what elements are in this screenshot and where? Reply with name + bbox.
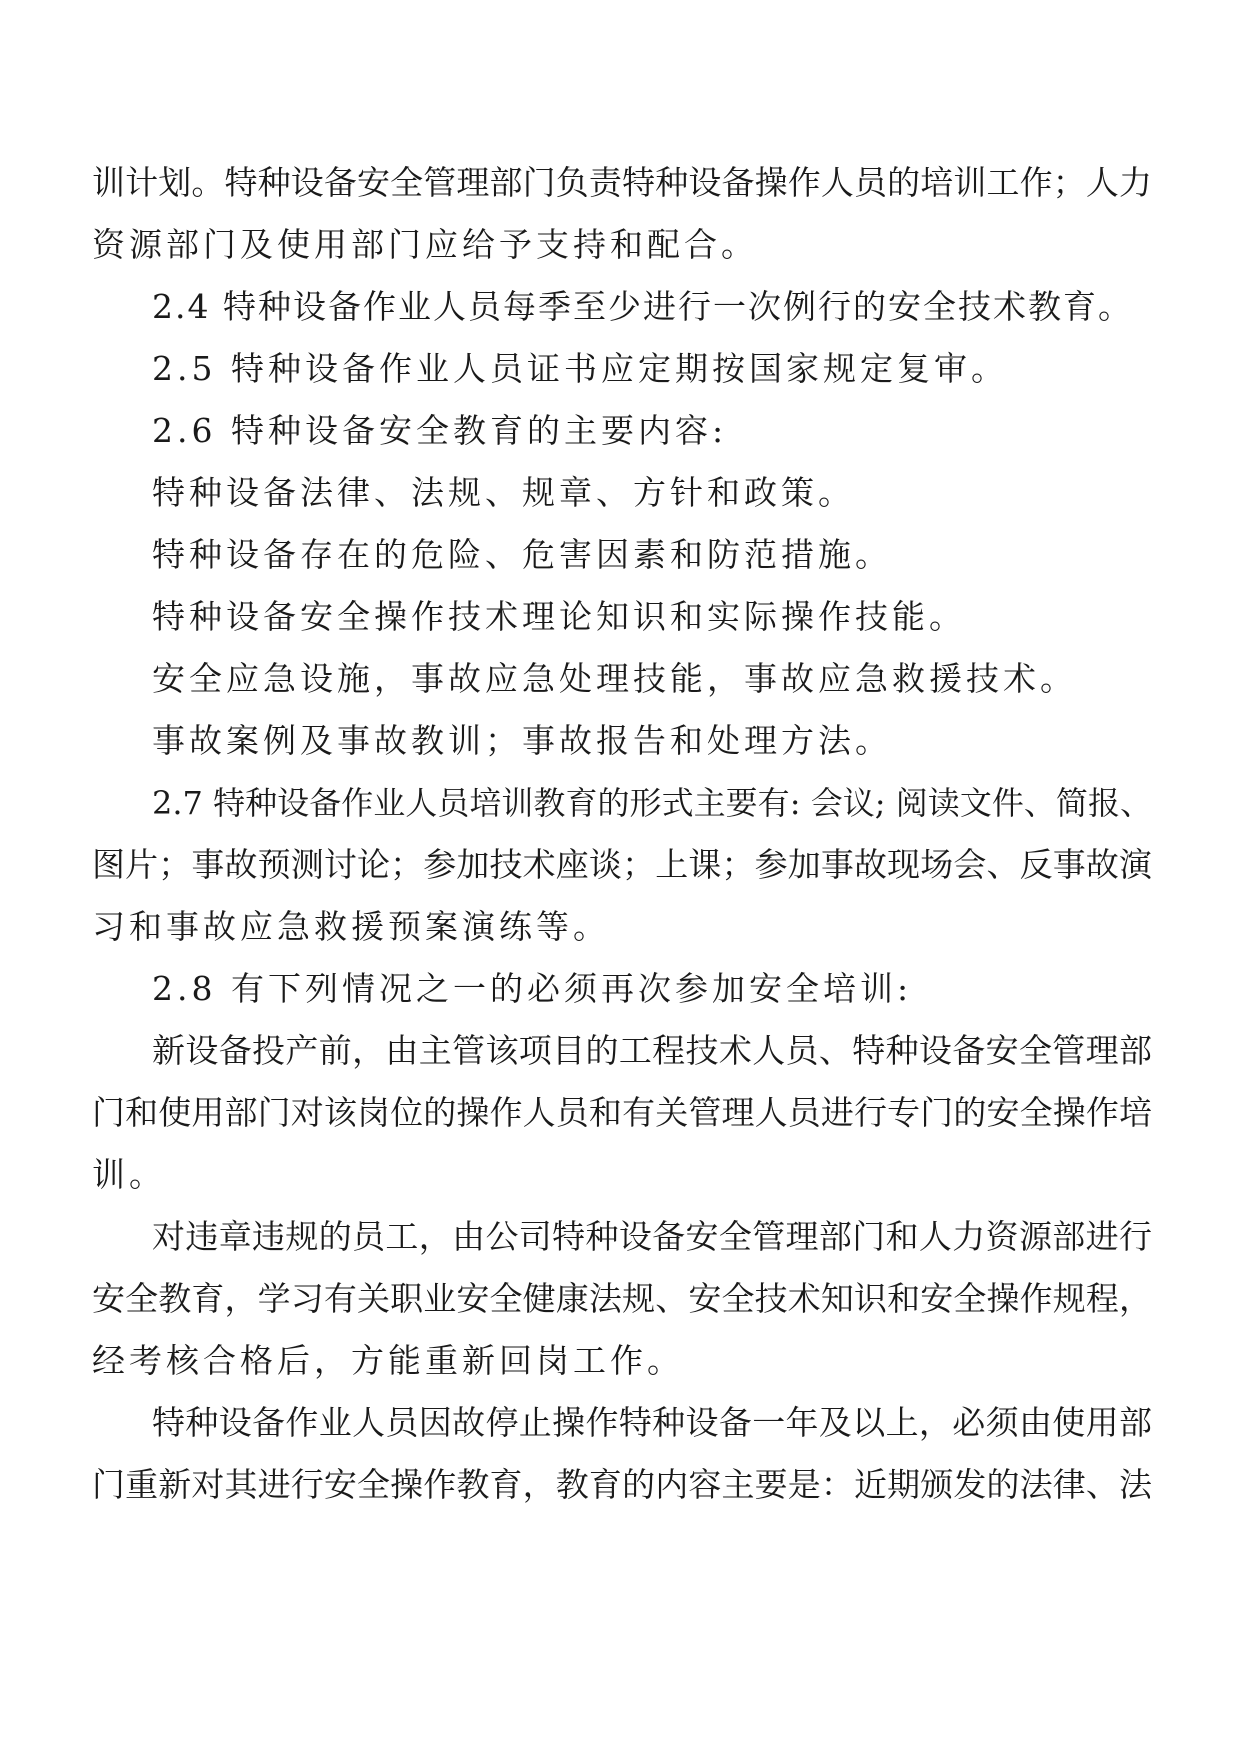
text-line: 图片；事故预测讨论；参加技术座谈；上课；参加事故现场会、反事故演 [92,845,1152,884]
text-line: 训计划。特种设备安全管理部门负责特种设备操作人员的培训工作；人力 [92,163,1152,202]
text-line: 对违章违规的员工，由公司特种设备安全管理部门和人力资源部进行 [152,1217,1152,1256]
text-line: 门重新对其进行安全操作教育，教育的内容主要是：近期颁发的法律、法 [92,1465,1152,1504]
text-line: 安全教育，学习有关职业安全健康法规、安全技术知识和安全操作规程， [92,1279,1152,1318]
text-line: 2.8 有下列情况之一的必须再次参加安全培训: [152,969,913,1008]
text-line: 特种设备法律、法规、规章、方针和政策。 [152,473,855,512]
text-line: 习和事故应急救援预案演练等。 [92,907,610,946]
text-line: 安全应急设施，事故应急处理技能，事故应急救援技术。 [152,659,1077,698]
text-line: 资源部门及使用部门应给予支持和配合。 [92,225,758,264]
text-line: 2.6 特种设备安全教育的主要内容: [152,411,728,450]
text-line: 经考核合格后，方能重新回岗工作。 [92,1341,684,1380]
document-body [92,152,1152,1516]
text-line: 2.5 特种设备作业人员证书应定期按国家规定复审。 [152,349,1008,388]
text-line: 特种设备安全操作技术理论知识和实际操作技能。 [152,597,966,636]
text-line: 2.7 特种设备作业人员培训教育的形式主要有: 会议; 阅读文件、简报、 [152,784,1152,822]
text-line: 特种设备作业人员因故停止操作特种设备一年及以上，必须由使用部 [152,1403,1152,1442]
text-line: 事故案例及事故教训；事故报告和处理方法。 [152,721,892,760]
text-line: 训。 [92,1155,166,1194]
text-line: 特种设备存在的危险、危害因素和防范措施。 [152,535,892,574]
text-line: 新设备投产前，由主管该项目的工程技术人员、特种设备安全管理部 [152,1031,1152,1070]
text-line: 门和使用部门对该岗位的操作人员和有关管理人员进行专门的安全操作培 [92,1093,1152,1132]
text-line: 2.4 特种设备作业人员每季至少进行一次例行的安全技术教育。 [152,287,1133,326]
